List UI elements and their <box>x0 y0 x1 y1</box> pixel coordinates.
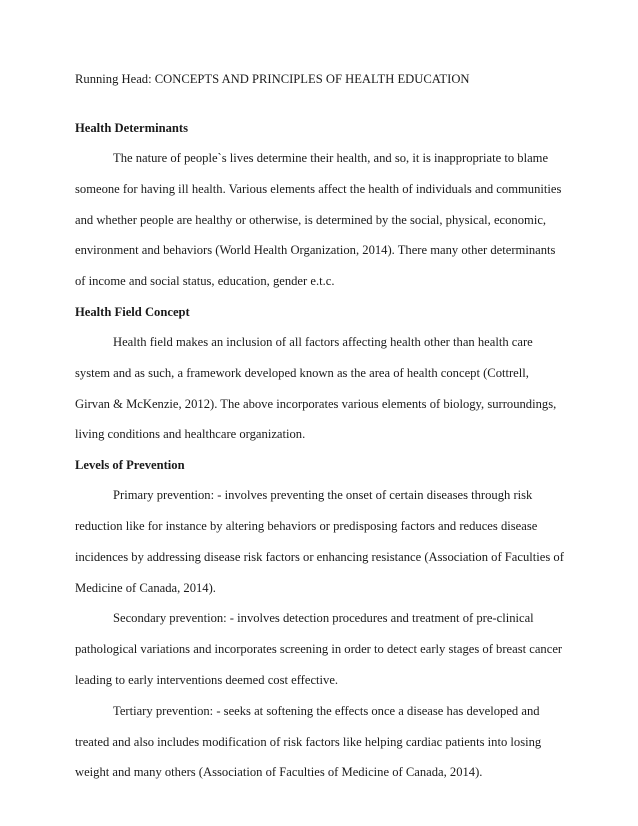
paragraph-line: pathological variations and incorporates screening in order to detect early stages of breast cancer <box>75 642 563 657</box>
section-heading-health-determinants: Health Determinants <box>75 121 188 135</box>
paragraph-line: Health field makes an inclusion of all factors affecting health other than health care <box>113 334 533 349</box>
paragraph-line: leading to early interventions deemed cost effective. <box>75 672 339 687</box>
section-heading-levels-of-prevention: Levels of Prevention <box>75 458 185 473</box>
section-heading-health-field-concept: Health Field Concept <box>75 304 190 319</box>
paragraph-line: treated and also includes modification of risk factors like helping cardiac patients into losing <box>75 734 542 749</box>
paragraph-line: living conditions and healthcare organization. <box>75 427 306 442</box>
paragraph-line: and whether people are healthy or otherwise, is determined by the social, physical, economic, <box>75 212 547 227</box>
paragraph-line: of income and social status, education, gender e.t.c. <box>75 274 335 289</box>
paragraph-line: Medicine of Canada, 2014). <box>75 580 216 595</box>
paragraph-line: Secondary prevention: - involves detection procedures and treatment of pre-clinical <box>113 611 534 626</box>
paragraph-line: weight and many others (Association of Faculties of Medicine of Canada, 2014). <box>75 765 483 780</box>
paragraph-line: environment and behaviors (World Health Organization, 2014). There many other determinants <box>75 243 556 258</box>
paragraph-line: Tertiary prevention: - seeks at softening the effects once a disease has developed and <box>113 703 540 718</box>
paragraph-line: Girvan & McKenzie, 2012). The above incorporates various elements of biology, surroundings, <box>75 396 557 411</box>
paragraph-line: incidences by addressing disease risk factors or enhancing resistance (Association of Faculties of <box>75 549 564 564</box>
paragraph-line: system and as such, a framework developed known as the area of health concept (Cottrell, <box>75 365 529 380</box>
paragraph-line: The nature of people`s lives determine their health, and so, it is inappropriate to blame <box>113 151 549 165</box>
paragraph-line: someone for having ill health. Various elements affect the health of individuals and communities <box>75 181 562 196</box>
running-head: Running Head: CONCEPTS AND PRINCIPLES OF HEALTH EDUCATION <box>75 72 470 86</box>
paragraph-line: reduction like for instance by altering behaviors or predisposing factors and reduces disease <box>75 518 538 533</box>
paragraph-line: Primary prevention: - involves preventing the onset of certain diseases through risk <box>113 488 533 503</box>
document-body <box>75 113 565 788</box>
